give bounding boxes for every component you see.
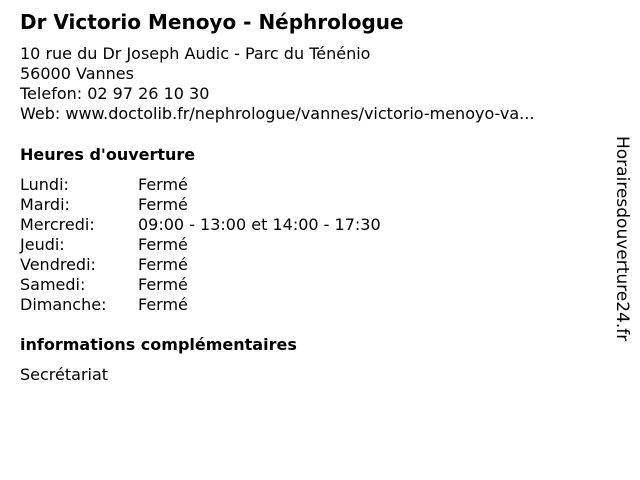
phone-number: Telefon: 02 97 26 10 30	[20, 84, 210, 103]
opening-hours-heading: Heures d'ouverture	[20, 145, 196, 164]
city-address: 56000 Vannes	[20, 64, 134, 83]
hours-value: Fermé	[138, 195, 188, 214]
day-label: Lundi:	[20, 175, 69, 194]
hours-value: Fermé	[138, 295, 188, 314]
hours-value: Fermé	[138, 255, 188, 274]
additional-info-heading: informations complémentaires	[20, 335, 297, 354]
site-watermark: Horairesdouverture24.fr	[612, 136, 632, 342]
additional-info-text: Secrétariat	[20, 365, 109, 384]
hours-value: Fermé	[138, 175, 188, 194]
hours-value: Fermé	[138, 235, 188, 254]
day-label: Mercredi:	[20, 215, 95, 234]
hours-value: Fermé	[138, 275, 188, 294]
address-block	[20, 44, 534, 124]
day-label: Dimanche:	[20, 295, 107, 314]
day-label: Jeudi:	[20, 235, 65, 254]
day-label: Mardi:	[20, 195, 70, 214]
day-label: Vendredi:	[20, 255, 96, 274]
street-address: 10 rue du Dr Joseph Audic - Parc du Ténénio	[20, 44, 371, 63]
hours-value: 09:00 - 13:00 et 14:00 - 17:30	[138, 215, 381, 234]
page-title: Dr Victorio Menoyo - Néphrologue	[20, 10, 404, 34]
website-link: Web: www.doctolib.fr/nephrologue/vannes/victorio-menoyo-va...	[20, 104, 535, 123]
day-label: Samedi:	[20, 275, 86, 294]
